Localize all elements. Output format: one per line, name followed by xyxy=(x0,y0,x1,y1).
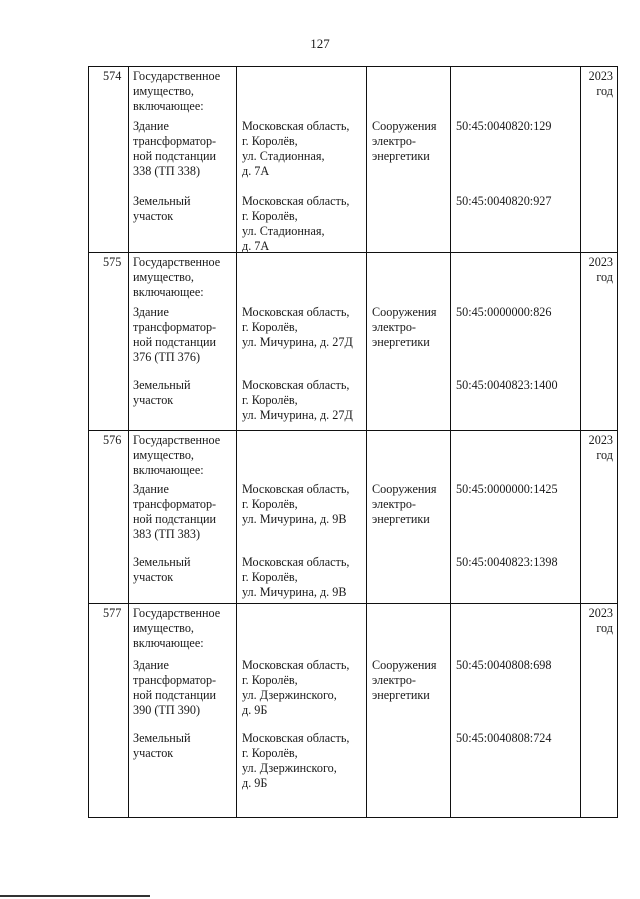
item-address xyxy=(242,731,349,791)
item-address-line: г. Королёв, xyxy=(242,570,298,584)
item-name-line: Здание xyxy=(133,119,169,133)
item-address xyxy=(242,119,349,179)
table-horizontal-rule xyxy=(88,66,618,67)
item-purpose-line: электро- xyxy=(372,134,416,148)
group-label-line: включающее: xyxy=(133,99,204,113)
scan-edge-line xyxy=(0,895,150,897)
group-label-line: Государственное xyxy=(133,433,221,447)
cadastral-number: 50:45:0040820:129 xyxy=(456,119,552,133)
item-address-line: ул. Стадионная, xyxy=(242,149,325,163)
table-vertical-rule xyxy=(236,66,237,817)
item-name-line: трансформатор- xyxy=(133,497,217,511)
group-label-line: Государственное xyxy=(133,69,221,83)
year-cell xyxy=(584,433,613,463)
item-address xyxy=(242,555,349,600)
group-label-line: Государственное xyxy=(133,255,221,269)
item-name-line: Здание xyxy=(133,305,169,319)
group-label-line: включающее: xyxy=(133,285,204,299)
table-horizontal-rule xyxy=(88,252,618,253)
item-name-line: 390 (ТП 390) xyxy=(133,703,201,717)
table-vertical-rule xyxy=(617,66,618,817)
table-horizontal-rule xyxy=(88,603,618,604)
item-purpose-line: энергетики xyxy=(372,688,430,702)
table-vertical-rule xyxy=(580,66,581,817)
item-address-line: г. Королёв, xyxy=(242,497,298,511)
group-label-line: включающее: xyxy=(133,636,204,650)
item-name-line: участок xyxy=(133,746,174,760)
year-cell-line: год xyxy=(596,448,613,462)
group-label-line: Государственное xyxy=(133,606,221,620)
group-label xyxy=(133,69,220,114)
group-label-line: включающее: xyxy=(133,463,204,477)
cadastral-number: 50:45:0000000:1425 xyxy=(456,482,558,496)
item-name-line: ной подстанции xyxy=(133,512,217,526)
year-cell-line: 2023 xyxy=(588,255,613,269)
item-name xyxy=(133,482,216,542)
item-name xyxy=(133,658,216,718)
item-purpose-line: электро- xyxy=(372,497,416,511)
item-purpose-line: электро- xyxy=(372,320,416,334)
item-address-line: ул. Стадионная, xyxy=(242,224,325,238)
item-address xyxy=(242,305,353,350)
item-name-line: ной подстанции xyxy=(133,688,217,702)
cadastral-number: 50:45:0040808:698 xyxy=(456,658,552,672)
item-address-line: ул. Мичурина, д. 27Д xyxy=(242,408,353,422)
item-name-line: Земельный xyxy=(133,378,191,392)
page-number: 127 xyxy=(310,36,330,51)
item-address-line: Московская область, xyxy=(242,305,350,319)
item-address-line: ул. Мичурина, д. 9В xyxy=(242,585,347,599)
item-name-line: Земельный xyxy=(133,731,191,745)
row-number: 574 xyxy=(103,69,122,83)
item-purpose-line: энергетики xyxy=(372,335,430,349)
item-name xyxy=(133,378,191,408)
year-cell-line: год xyxy=(596,84,613,98)
item-address xyxy=(242,482,349,527)
item-address-line: д. 9Б xyxy=(242,776,268,790)
item-purpose-line: электро- xyxy=(372,673,416,687)
item-name-line: 376 (ТП 376) xyxy=(133,350,201,364)
item-address xyxy=(242,194,349,254)
cadastral-number: 50:45:0000000:826 xyxy=(456,305,552,319)
year-cell xyxy=(584,69,613,99)
item-name-line: 383 (ТП 383) xyxy=(133,527,201,541)
item-address-line: Московская область, xyxy=(242,658,350,672)
year-cell-line: год xyxy=(596,270,613,284)
item-address-line: д. 9Б xyxy=(242,703,268,717)
group-label-line: имущество, xyxy=(133,84,194,98)
item-address-line: Московская область, xyxy=(242,482,350,496)
cadastral-number: 50:45:0040823:1400 xyxy=(456,378,558,392)
item-name-line: трансформатор- xyxy=(133,673,217,687)
item-address xyxy=(242,658,349,718)
year-cell-line: год xyxy=(596,621,613,635)
item-address-line: ул. Мичурина, д. 9В xyxy=(242,512,347,526)
item-address xyxy=(242,378,353,423)
item-address-line: Московская область, xyxy=(242,194,350,208)
year-cell-line: 2023 xyxy=(588,433,613,447)
item-name-line: Здание xyxy=(133,482,169,496)
item-name-line: ной подстанции xyxy=(133,335,217,349)
table-vertical-rule xyxy=(450,66,451,817)
item-address-line: г. Королёв, xyxy=(242,393,298,407)
item-name-line: трансформатор- xyxy=(133,320,217,334)
row-number: 577 xyxy=(103,606,122,620)
item-address-line: г. Королёв, xyxy=(242,320,298,334)
item-purpose xyxy=(372,482,437,527)
group-label-line: имущество, xyxy=(133,270,194,284)
item-purpose-line: Сооружения xyxy=(372,119,437,133)
item-purpose-line: Сооружения xyxy=(372,305,437,319)
item-name-line: участок xyxy=(133,209,174,223)
item-purpose xyxy=(372,119,437,164)
item-name-line: Земельный xyxy=(133,194,191,208)
item-address-line: г. Королёв, xyxy=(242,209,298,223)
item-purpose-line: энергетики xyxy=(372,149,430,163)
item-address-line: ул. Дзержинского, xyxy=(242,688,337,702)
item-name xyxy=(133,555,191,585)
cadastral-number: 50:45:0040820:927 xyxy=(456,194,552,208)
item-purpose-line: Сооружения xyxy=(372,482,437,496)
item-name xyxy=(133,119,216,179)
item-name-line: участок xyxy=(133,393,174,407)
item-purpose-line: энергетики xyxy=(372,512,430,526)
year-cell-line: 2023 xyxy=(588,606,613,620)
item-address-line: Московская область, xyxy=(242,119,350,133)
row-number: 575 xyxy=(103,255,122,269)
item-name-line: Земельный xyxy=(133,555,191,569)
item-name-line: 338 (ТП 338) xyxy=(133,164,201,178)
group-label-line: имущество, xyxy=(133,621,194,635)
item-address-line: г. Королёв, xyxy=(242,673,298,687)
group-label-line: имущество, xyxy=(133,448,194,462)
item-address-line: Московская область, xyxy=(242,555,350,569)
item-name xyxy=(133,305,216,365)
item-name-line: ной подстанции xyxy=(133,149,217,163)
row-number: 576 xyxy=(103,433,122,447)
item-name xyxy=(133,731,191,761)
item-name-line: участок xyxy=(133,570,174,584)
year-cell xyxy=(584,255,613,285)
table-horizontal-rule xyxy=(88,817,618,818)
year-cell xyxy=(584,606,613,636)
item-name-line: трансформатор- xyxy=(133,134,217,148)
item-address-line: ул. Мичурина, д. 27Д xyxy=(242,335,353,349)
group-label xyxy=(133,255,220,300)
table-vertical-rule xyxy=(88,66,89,817)
item-purpose-line: Сооружения xyxy=(372,658,437,672)
item-address-line: Московская область, xyxy=(242,378,350,392)
year-cell-line: 2023 xyxy=(588,69,613,83)
item-address-line: д. 7А xyxy=(242,164,270,178)
item-address-line: ул. Дзержинского, xyxy=(242,761,337,775)
cadastral-number: 50:45:0040808:724 xyxy=(456,731,552,745)
item-address-line: г. Королёв, xyxy=(242,746,298,760)
item-name-line: Здание xyxy=(133,658,169,672)
table-vertical-rule xyxy=(128,66,129,817)
item-address-line: Московская область, xyxy=(242,731,350,745)
item-purpose xyxy=(372,658,437,703)
group-label xyxy=(133,606,220,651)
item-name xyxy=(133,194,191,224)
item-purpose xyxy=(372,305,437,350)
table-vertical-rule xyxy=(366,66,367,817)
group-label xyxy=(133,433,220,478)
item-address-line: г. Королёв, xyxy=(242,134,298,148)
table-horizontal-rule xyxy=(88,430,618,431)
cadastral-number: 50:45:0040823:1398 xyxy=(456,555,558,569)
item-address-line: д. 7А xyxy=(242,239,270,253)
